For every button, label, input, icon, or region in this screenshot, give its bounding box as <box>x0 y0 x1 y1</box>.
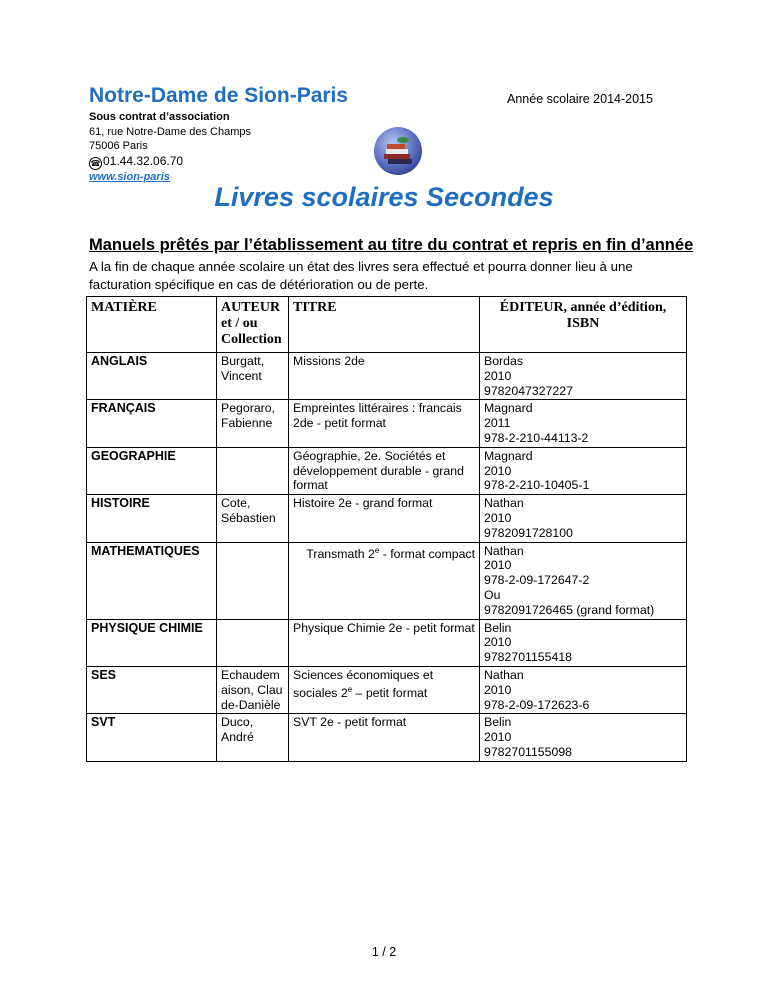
cell-titre: Physique Chimie 2e - petit format <box>289 619 480 666</box>
header-editeur: ÉDITEUR, année d’édition, ISBN <box>480 297 687 353</box>
titre-text-end: - format compact <box>379 546 475 561</box>
cell-auteur <box>217 619 289 666</box>
table-row <box>87 353 687 400</box>
table-row <box>87 400 687 447</box>
cell-editeur: Magnard 2011 978-2-210-44113-2 <box>480 400 687 447</box>
cell-editeur: Belin 2010 9782701155418 <box>480 619 687 666</box>
phone-line <box>89 154 251 170</box>
phone-icon: ☎ <box>90 158 101 168</box>
titre-text: Transmath 2 <box>306 546 375 561</box>
phone-number: 01.44.32.06.70 <box>103 153 184 168</box>
header-auteur: AUTEUR et / ou Collection <box>217 297 289 353</box>
cell-auteur: Echaudemaison, Claude-Danièle <box>217 666 289 713</box>
cell-auteur: Cote, Sébastien <box>217 495 289 542</box>
cell-matiere: MATHEMATIQUES <box>87 542 217 619</box>
cell-editeur: Nathan 2010 978-2-09-172623-6 <box>480 666 687 713</box>
cell-auteur: Burgatt, Vincent <box>217 353 289 400</box>
cell-auteur <box>217 447 289 494</box>
school-year: Année scolaire 2014-2015 <box>507 92 653 106</box>
cell-matiere: SES <box>87 666 217 713</box>
website-link[interactable]: www.sion-paris <box>89 170 170 183</box>
cell-auteur: Pegoraro, Fabienne <box>217 400 289 447</box>
titre-text-end: – petit format <box>352 685 428 700</box>
school-name: Notre-Dame de Sion-Paris <box>89 84 349 107</box>
intro-paragraph: A la fin de chaque année scolaire un état des livres sera effectué et pourra donner lieu à une facturation spécifique en cas de détérioration ou de perte. <box>89 259 633 292</box>
cell-matiere: PHYSIQUE CHIMIE <box>87 619 217 666</box>
cell-auteur: Duco, André <box>217 714 289 761</box>
section-heading: Manuels prêtés par l’établissement au titre du contrat et repris en fin d’année <box>89 236 694 254</box>
cell-editeur: Nathan 2010 9782091728100 <box>480 495 687 542</box>
table-row <box>87 447 687 494</box>
cell-editeur: Nathan 2010 978-2-09-172647-2 Ou 9782091726465 (grand format) <box>480 542 687 619</box>
cell-titre: Histoire 2e - grand format <box>289 495 480 542</box>
titre-sup: e <box>347 684 353 694</box>
street-address: 61, rue Notre-Dame des Champs <box>89 125 252 138</box>
table-row <box>87 619 687 666</box>
cell-matiere: SVT <box>87 714 217 761</box>
cell-titre: SVT 2e - petit format <box>289 714 480 761</box>
city-address: 75006 Paris <box>89 140 148 152</box>
cell-auteur <box>217 542 289 619</box>
books-table <box>86 296 687 762</box>
header-titre: TITRE <box>289 297 480 353</box>
header-matiere: MATIÈRE <box>87 297 217 353</box>
address-block <box>89 110 251 184</box>
contract-status: Sous contrat d’association <box>89 111 230 123</box>
cell-matiere: FRANÇAIS <box>87 400 217 447</box>
cell-matiere: GEOGRAPHIE <box>87 447 217 494</box>
cell-editeur: Magnard 2010 978-2-210-10405-1 <box>480 447 687 494</box>
cell-titre: Missions 2de <box>289 353 480 400</box>
school-logo-icon <box>373 126 423 176</box>
cell-titre <box>289 542 480 619</box>
cell-titre: Géographie, 2e. Sociétés et développement durable - grand format <box>289 447 480 494</box>
cell-editeur: Bordas 2010 9782047327227 <box>480 353 687 400</box>
cell-editeur: Belin 2010 9782701155098 <box>480 714 687 761</box>
page-number: 1 / 2 <box>371 945 397 959</box>
cell-matiere: HISTOIRE <box>87 495 217 542</box>
cell-titre <box>289 666 480 713</box>
table-row <box>87 714 687 761</box>
table-row <box>87 495 687 542</box>
page-title: Livres scolaires Secondes <box>214 182 554 212</box>
titre-sup: e <box>374 545 380 555</box>
table-header-row <box>87 297 687 353</box>
table-row <box>87 666 687 713</box>
table-row <box>87 542 687 619</box>
cell-matiere: ANGLAIS <box>87 353 217 400</box>
titre-text: Sciences économiques et sociales 2 <box>293 667 434 700</box>
cell-titre: Empreintes littéraires : francais 2de - petit format <box>289 400 480 447</box>
